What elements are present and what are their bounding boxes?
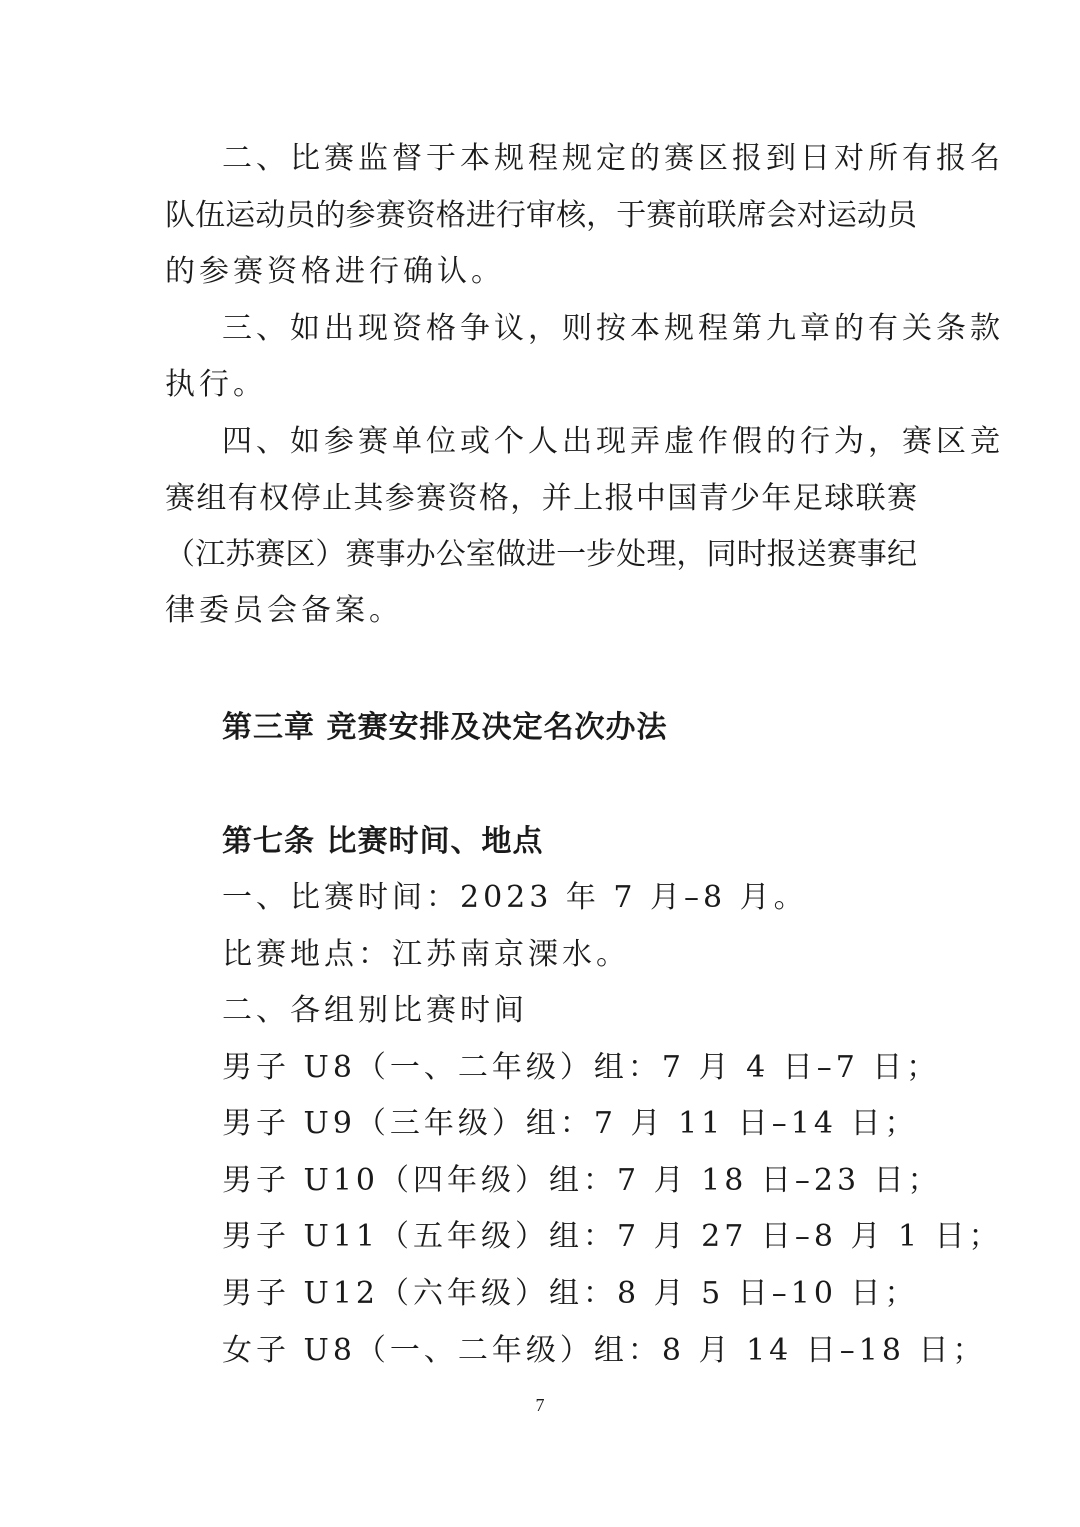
paragraph-line: 队伍运动员的参赛资格进行审核，于赛前联席会对运动员 bbox=[165, 198, 917, 233]
groups-heading: 二、各组别比赛时间 bbox=[222, 993, 528, 1028]
group-schedule-line: 女子 U8（一、二年级）组：8 月 14 日–18 日； bbox=[222, 1333, 987, 1368]
paragraph-line: 律委员会备案。 bbox=[165, 593, 403, 628]
paragraph-line: 二、比赛监督于本规程规定的赛区报到日对所有报名 bbox=[222, 141, 1004, 176]
group-schedule-line: 男子 U12（六年级）组：8 月 5 日–10 日； bbox=[222, 1276, 919, 1311]
paragraph-line: 的参赛资格进行确认。 bbox=[165, 254, 505, 289]
paragraph-line: 赛组有权停止其参赛资格，并上报中国青少年足球联赛 bbox=[165, 481, 917, 516]
match-venue-line: 比赛地点：江苏南京溧水。 bbox=[222, 937, 630, 972]
match-time-line: 一、比赛时间：2023 年 7 月–8 月。 bbox=[222, 880, 808, 915]
paragraph-line: 执行。 bbox=[165, 367, 267, 402]
group-schedule-line: 男子 U10（四年级）组：7 月 18 日–23 日； bbox=[222, 1163, 942, 1198]
article-heading: 第七条 比赛时间、地点 bbox=[222, 824, 544, 859]
group-schedule-line: 男子 U11（五年级）组：7 月 27 日–8 月 1 日； bbox=[222, 1219, 1003, 1254]
paragraph-line: 四、如参赛单位或个人出现弄虚作假的行为，赛区竞 bbox=[222, 424, 1004, 459]
chapter-heading: 第三章 竞赛安排及决定名次办法 bbox=[222, 710, 668, 745]
group-schedule-line: 男子 U8（一、二年级）组：7 月 4 日–7 日； bbox=[222, 1050, 941, 1085]
paragraph-line: （江苏赛区）赛事办公室做进一步处理，同时报送赛事纪 bbox=[165, 537, 917, 572]
page-number: 7 bbox=[535, 1395, 545, 1415]
group-schedule-line: 男子 U9（三年级）组：7 月 11 日–14 日； bbox=[222, 1106, 919, 1141]
paragraph-line: 三、如出现资格争议，则按本规程第九章的有关条款 bbox=[222, 311, 1004, 346]
